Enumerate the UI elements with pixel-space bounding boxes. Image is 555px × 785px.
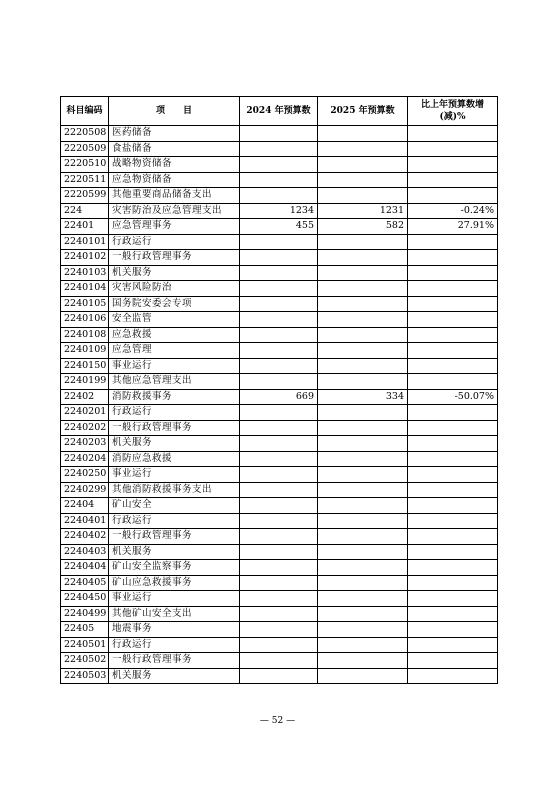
cell-name: 应急救援 xyxy=(109,327,240,343)
table-row xyxy=(61,141,498,157)
cell-budget-2024 xyxy=(240,575,318,591)
cell-budget-2025 xyxy=(318,498,408,514)
cell-budget-2025 xyxy=(318,529,408,545)
cell-name: 矿山安全监察事务 xyxy=(109,560,240,576)
table-row xyxy=(61,544,498,560)
cell-budget-2024: 1234 xyxy=(240,203,318,219)
table-row xyxy=(61,389,498,405)
table-row xyxy=(61,281,498,297)
cell-budget-2024: 669 xyxy=(240,389,318,405)
table-row xyxy=(61,203,498,219)
cell-ratio xyxy=(408,653,498,669)
cell-code: 2240203 xyxy=(61,436,109,452)
cell-ratio xyxy=(408,513,498,529)
cell-code: 2240150 xyxy=(61,358,109,374)
cell-name: 行政运行 xyxy=(109,637,240,653)
cell-ratio xyxy=(408,327,498,343)
cell-code: 2240201 xyxy=(61,405,109,421)
cell-code: 2220599 xyxy=(61,188,109,204)
cell-name: 应急管理事务 xyxy=(109,219,240,235)
cell-name: 国务院安委会专项 xyxy=(109,296,240,312)
table-row xyxy=(61,157,498,173)
table-row xyxy=(61,653,498,669)
cell-ratio: -0.24% xyxy=(408,203,498,219)
cell-budget-2025 xyxy=(318,265,408,281)
cell-code: 2240199 xyxy=(61,374,109,390)
cell-name: 矿山安全 xyxy=(109,498,240,514)
cell-code: 224 xyxy=(61,203,109,219)
cell-budget-2024 xyxy=(240,606,318,622)
cell-budget-2024 xyxy=(240,358,318,374)
cell-code: 22404 xyxy=(61,498,109,514)
cell-ratio xyxy=(408,622,498,638)
cell-ratio xyxy=(408,436,498,452)
cell-budget-2024 xyxy=(240,343,318,359)
cell-budget-2024 xyxy=(240,637,318,653)
cell-code: 2240401 xyxy=(61,513,109,529)
table-header xyxy=(61,97,498,126)
table-row xyxy=(61,622,498,638)
cell-budget-2025 xyxy=(318,250,408,266)
cell-budget-2025 xyxy=(318,312,408,328)
table-row xyxy=(61,296,498,312)
cell-code: 2220508 xyxy=(61,126,109,142)
cell-budget-2024 xyxy=(240,188,318,204)
header-budget-2024: 2024 年预算数 xyxy=(240,97,318,126)
cell-code: 2240404 xyxy=(61,560,109,576)
cell-budget-2024 xyxy=(240,451,318,467)
cell-code: 2240108 xyxy=(61,327,109,343)
cell-budget-2024 xyxy=(240,265,318,281)
cell-code: 2220509 xyxy=(61,141,109,157)
cell-name: 食盐储备 xyxy=(109,141,240,157)
cell-name: 灾害防治及应急管理支出 xyxy=(109,203,240,219)
cell-name: 机关服务 xyxy=(109,436,240,452)
cell-budget-2025 xyxy=(318,374,408,390)
cell-code: 2240250 xyxy=(61,467,109,483)
table-row xyxy=(61,405,498,421)
cell-budget-2024 xyxy=(240,281,318,297)
table-row xyxy=(61,591,498,607)
cell-budget-2025 xyxy=(318,622,408,638)
cell-code: 2240503 xyxy=(61,668,109,684)
cell-ratio xyxy=(408,188,498,204)
cell-ratio xyxy=(408,668,498,684)
cell-budget-2024 xyxy=(240,467,318,483)
cell-name: 机关服务 xyxy=(109,668,240,684)
cell-budget-2025 xyxy=(318,358,408,374)
cell-budget-2025 xyxy=(318,575,408,591)
table-row xyxy=(61,467,498,483)
cell-budget-2024 xyxy=(240,436,318,452)
cell-code: 2240502 xyxy=(61,653,109,669)
cell-code: 2240102 xyxy=(61,250,109,266)
cell-name: 一般行政管理事务 xyxy=(109,420,240,436)
cell-budget-2024 xyxy=(240,560,318,576)
cell-ratio xyxy=(408,560,498,576)
cell-name: 矿山应急救援事务 xyxy=(109,575,240,591)
cell-name: 一般行政管理事务 xyxy=(109,250,240,266)
cell-name: 消防救援事务 xyxy=(109,389,240,405)
cell-budget-2024 xyxy=(240,141,318,157)
cell-name: 事业运行 xyxy=(109,358,240,374)
cell-budget-2024 xyxy=(240,529,318,545)
cell-code: 2240499 xyxy=(61,606,109,622)
cell-name: 灾害风险防治 xyxy=(109,281,240,297)
cell-ratio xyxy=(408,343,498,359)
table-row xyxy=(61,172,498,188)
table-row xyxy=(61,343,498,359)
cell-name: 一般行政管理事务 xyxy=(109,653,240,669)
cell-code: 2240450 xyxy=(61,591,109,607)
cell-budget-2025 xyxy=(318,281,408,297)
cell-name: 行政运行 xyxy=(109,513,240,529)
page-number: — 52 — xyxy=(259,716,296,726)
cell-name: 一般行政管理事务 xyxy=(109,529,240,545)
cell-code: 2240101 xyxy=(61,234,109,250)
cell-ratio xyxy=(408,529,498,545)
cell-budget-2024 xyxy=(240,420,318,436)
cell-budget-2025 xyxy=(318,451,408,467)
cell-budget-2024 xyxy=(240,653,318,669)
cell-budget-2025: 1231 xyxy=(318,203,408,219)
cell-budget-2025 xyxy=(318,544,408,560)
cell-budget-2024 xyxy=(240,374,318,390)
header-code: 科目编码 xyxy=(61,97,109,126)
cell-code: 2240105 xyxy=(61,296,109,312)
cell-ratio xyxy=(408,482,498,498)
cell-budget-2025 xyxy=(318,234,408,250)
cell-ratio: -50.07% xyxy=(408,389,498,405)
table-row xyxy=(61,436,498,452)
cell-budget-2024 xyxy=(240,405,318,421)
cell-name: 其他应急管理支出 xyxy=(109,374,240,390)
table-row xyxy=(61,560,498,576)
cell-budget-2024 xyxy=(240,668,318,684)
cell-code: 2240104 xyxy=(61,281,109,297)
table-row xyxy=(61,513,498,529)
cell-code: 2240204 xyxy=(61,451,109,467)
table-row xyxy=(61,250,498,266)
cell-name: 战略物资储备 xyxy=(109,157,240,173)
cell-name: 事业运行 xyxy=(109,591,240,607)
cell-name: 应急管理 xyxy=(109,343,240,359)
budget-table xyxy=(60,96,498,684)
cell-budget-2024 xyxy=(240,126,318,142)
table-row xyxy=(61,482,498,498)
cell-name: 应急物资储备 xyxy=(109,172,240,188)
cell-budget-2025 xyxy=(318,296,408,312)
cell-budget-2025: 334 xyxy=(318,389,408,405)
cell-ratio xyxy=(408,451,498,467)
cell-code: 2240501 xyxy=(61,637,109,653)
cell-name: 安全监管 xyxy=(109,312,240,328)
cell-budget-2024 xyxy=(240,296,318,312)
cell-budget-2025 xyxy=(318,436,408,452)
cell-budget-2024 xyxy=(240,591,318,607)
cell-budget-2024 xyxy=(240,234,318,250)
cell-code: 22401 xyxy=(61,219,109,235)
cell-ratio xyxy=(408,498,498,514)
cell-budget-2025 xyxy=(318,188,408,204)
table-row xyxy=(61,637,498,653)
cell-budget-2025 xyxy=(318,343,408,359)
cell-ratio xyxy=(408,157,498,173)
cell-name: 医药储备 xyxy=(109,126,240,142)
cell-name: 机关服务 xyxy=(109,544,240,560)
cell-budget-2025 xyxy=(318,467,408,483)
cell-budget-2025 xyxy=(318,653,408,669)
cell-ratio xyxy=(408,141,498,157)
cell-budget-2025 xyxy=(318,482,408,498)
header-ratio: 比上年预算数增(减)% xyxy=(408,97,498,126)
cell-code: 2240299 xyxy=(61,482,109,498)
cell-budget-2025 xyxy=(318,591,408,607)
cell-budget-2024 xyxy=(240,513,318,529)
cell-ratio: 27.91% xyxy=(408,219,498,235)
cell-ratio xyxy=(408,374,498,390)
cell-ratio xyxy=(408,591,498,607)
table-row xyxy=(61,575,498,591)
table-row xyxy=(61,606,498,622)
cell-code: 2220511 xyxy=(61,172,109,188)
cell-code: 2240402 xyxy=(61,529,109,545)
cell-code: 2240405 xyxy=(61,575,109,591)
table-row xyxy=(61,374,498,390)
cell-ratio xyxy=(408,575,498,591)
cell-budget-2024 xyxy=(240,312,318,328)
table-row xyxy=(61,188,498,204)
cell-name: 其他矿山安全支出 xyxy=(109,606,240,622)
cell-name: 其他重要商品储备支出 xyxy=(109,188,240,204)
cell-name: 机关服务 xyxy=(109,265,240,281)
cell-budget-2025 xyxy=(318,126,408,142)
table-row xyxy=(61,219,498,235)
cell-budget-2024 xyxy=(240,327,318,343)
cell-ratio xyxy=(408,265,498,281)
cell-code: 22402 xyxy=(61,389,109,405)
cell-budget-2024 xyxy=(240,172,318,188)
table-row xyxy=(61,451,498,467)
cell-code: 2240103 xyxy=(61,265,109,281)
cell-ratio xyxy=(408,544,498,560)
cell-budget-2024: 455 xyxy=(240,219,318,235)
cell-budget-2025 xyxy=(318,327,408,343)
table-row xyxy=(61,126,498,142)
cell-ratio xyxy=(408,250,498,266)
cell-name: 地震事务 xyxy=(109,622,240,638)
cell-budget-2025 xyxy=(318,513,408,529)
cell-ratio xyxy=(408,358,498,374)
cell-budget-2024 xyxy=(240,250,318,266)
cell-name: 消防应急救援 xyxy=(109,451,240,467)
cell-budget-2024 xyxy=(240,482,318,498)
cell-budget-2025 xyxy=(318,668,408,684)
cell-name: 行政运行 xyxy=(109,234,240,250)
table-row xyxy=(61,498,498,514)
cell-code: 2220510 xyxy=(61,157,109,173)
cell-budget-2025: 582 xyxy=(318,219,408,235)
cell-budget-2025 xyxy=(318,560,408,576)
cell-name: 其他消防救援事务支出 xyxy=(109,482,240,498)
cell-budget-2025 xyxy=(318,157,408,173)
cell-ratio xyxy=(408,405,498,421)
cell-budget-2025 xyxy=(318,141,408,157)
cell-name: 行政运行 xyxy=(109,405,240,421)
cell-budget-2025 xyxy=(318,637,408,653)
header-name: 项 目 xyxy=(109,97,240,126)
cell-code: 2240109 xyxy=(61,343,109,359)
cell-ratio xyxy=(408,637,498,653)
table-row xyxy=(61,265,498,281)
header-budget-2025: 2025 年预算数 xyxy=(318,97,408,126)
cell-code: 22405 xyxy=(61,622,109,638)
cell-budget-2024 xyxy=(240,498,318,514)
cell-budget-2025 xyxy=(318,420,408,436)
table-body xyxy=(61,126,498,684)
table-row xyxy=(61,234,498,250)
cell-code: 2240202 xyxy=(61,420,109,436)
table-row xyxy=(61,529,498,545)
cell-budget-2024 xyxy=(240,157,318,173)
cell-ratio xyxy=(408,606,498,622)
cell-ratio xyxy=(408,312,498,328)
cell-ratio xyxy=(408,467,498,483)
cell-code: 2240106 xyxy=(61,312,109,328)
cell-ratio xyxy=(408,126,498,142)
cell-budget-2024 xyxy=(240,544,318,560)
cell-code: 2240403 xyxy=(61,544,109,560)
cell-ratio xyxy=(408,296,498,312)
cell-name: 事业运行 xyxy=(109,467,240,483)
cell-ratio xyxy=(408,420,498,436)
cell-budget-2025 xyxy=(318,405,408,421)
cell-ratio xyxy=(408,281,498,297)
table-row xyxy=(61,420,498,436)
cell-budget-2024 xyxy=(240,622,318,638)
table-row xyxy=(61,358,498,374)
cell-budget-2025 xyxy=(318,172,408,188)
table-row xyxy=(61,327,498,343)
cell-ratio xyxy=(408,172,498,188)
table-row xyxy=(61,668,498,684)
cell-ratio xyxy=(408,234,498,250)
table-row xyxy=(61,312,498,328)
header-row xyxy=(61,97,498,126)
cell-budget-2025 xyxy=(318,606,408,622)
